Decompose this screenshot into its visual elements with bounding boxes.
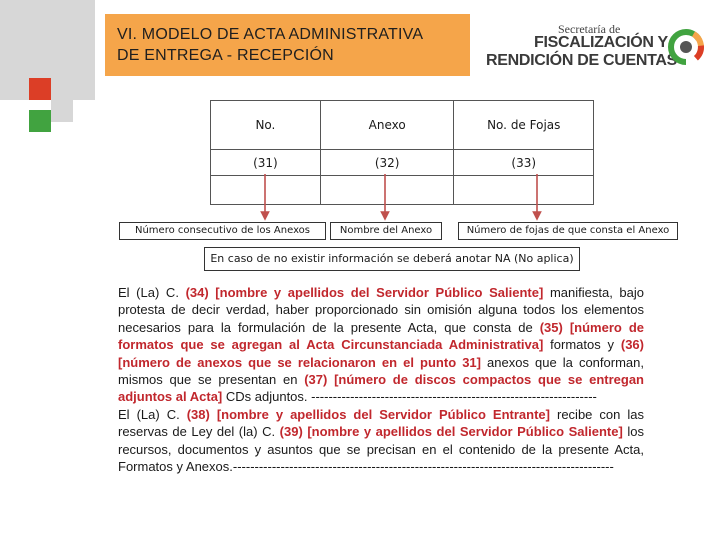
red-square-decoration [29, 78, 51, 100]
header-no: No. [211, 101, 321, 150]
text-run: los recursos, documentos y asuntos que se precisan en el contenido de la presente Acta, Formatos y Anexos.---------------------------------------------------------------------------------------- [118, 424, 644, 475]
title-line-2: DE ENTREGA - RECEPCIÓN [117, 47, 334, 64]
field-39: (39) [nombre y apellidos del Servidor Público Saliente] [279, 424, 623, 440]
table-code-row [211, 150, 594, 176]
label-anexo-name: Nombre del Anexo [330, 222, 442, 240]
logo-line-2: FISCALIZACIÓN Y [534, 34, 668, 51]
logo-line-1: Secretaría de [558, 22, 621, 36]
text-run: El (La) C. [118, 406, 187, 422]
green-square-decoration [29, 110, 51, 132]
text-run: manifiesta, bajo protesta de decir verdad, haber proporcionado sin omisión alguna todos los elementos necesarios para la formulación de la presente Acta, que consta de [118, 285, 645, 335]
empty-cell [320, 176, 454, 205]
acta-body-text [118, 284, 644, 475]
text-run: El (La) C. [118, 285, 186, 300]
code-32: (32) [320, 150, 454, 176]
page-title [105, 14, 470, 76]
logo-line-3: RENDICIÓN DE CUENTAS [486, 52, 678, 69]
table-header-row [211, 101, 594, 150]
header-anexo: Anexo [320, 101, 454, 150]
text-run: anexos que la conforman, mismos que se presentan en [118, 354, 644, 388]
text-run: CDs adjuntos. ------------------------------------------------------------------ [222, 389, 597, 405]
grey-square-decoration [51, 100, 73, 122]
paragraph-1 [118, 284, 644, 406]
code-33: (33) [454, 150, 594, 176]
field-34: (34) [nombre y apellidos del Servidor Público Saliente] [185, 285, 544, 300]
field-38: (38) [nombre y apellidos del Servidor Público Entrante] [186, 406, 550, 422]
empty-cell [211, 176, 321, 205]
field-35: (35) [número de formatos que se agregan al Acta Circunstanciada Administrativa] [118, 319, 644, 353]
field-36: (36) [número de anexos que se relacionaron en el punto 31] [118, 337, 644, 370]
institution-logo [486, 22, 706, 70]
code-31: (31) [211, 150, 321, 176]
anexos-table [210, 100, 594, 205]
field-37: (37) [número de discos compactos que se entregan adjuntos al Acta] [118, 372, 644, 405]
header-fojas: No. de Fojas [454, 101, 594, 150]
label-consecutive: Número consecutivo de los Anexos [119, 222, 326, 240]
table-empty-row [211, 176, 594, 205]
paragraph-2 [118, 406, 644, 476]
label-fojas: Número de fojas de que consta el Anexo [458, 222, 678, 240]
empty-cell [454, 176, 594, 205]
text-run: formatos y [543, 337, 621, 353]
na-note: En caso de no existir información se deberá anotar NA (No aplica) [204, 247, 580, 271]
logo-emblem-icon [666, 26, 706, 66]
title-line-1: VI. MODELO DE ACTA ADMINISTRATIVA [117, 26, 424, 43]
text-run: recibe con las reservas de Ley del (la) C. [118, 406, 644, 440]
